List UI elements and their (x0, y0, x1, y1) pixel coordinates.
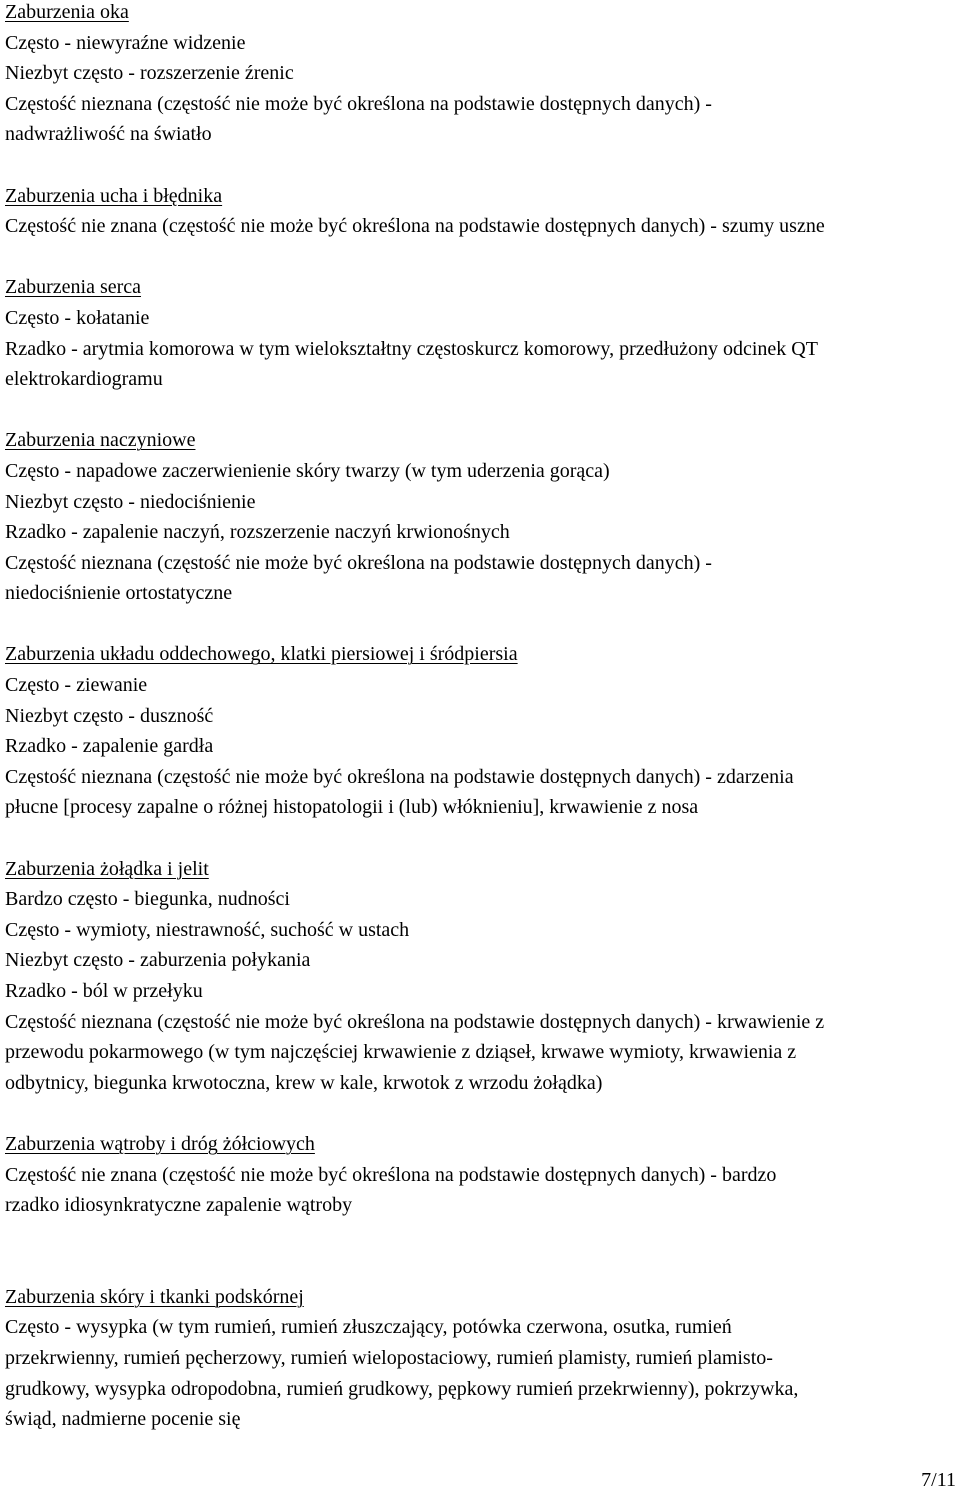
section-heading: Zaburzenia wątroby i dróg żółciowych (5, 1132, 315, 1155)
section-line: nadwrażliwość na światło (5, 123, 212, 146)
section-heading: Zaburzenia naczyniowe (5, 429, 196, 452)
section-respiratory-disorders (5, 639, 957, 823)
section-line: Często - wymioty, niestrawność, suchość w ustach (5, 918, 410, 941)
section-hepatobiliary-disorders (5, 1129, 957, 1221)
section-line: Bardzo często - biegunka, nudności (5, 888, 290, 911)
section-line: Niezbyt często - duszność (5, 704, 214, 727)
section-line: przewodu pokarmowego (w tym najczęściej krwawienie z dziąseł, krwawe wymioty, krwawienia z (5, 1041, 797, 1064)
section-ear-disorders (5, 181, 957, 242)
section-line: elektrokardiogramu (5, 368, 163, 391)
section-line: Niezbyt często - rozszerzenie źrenic (5, 62, 294, 85)
section-line: Często - wysypka (w tym rumień, rumień złuszczający, potówka czerwona, osutka, rumień (5, 1316, 732, 1339)
section-line: świąd, nadmierne pocenie się (5, 1408, 241, 1431)
section-heading: Zaburzenia oka (5, 1, 129, 23)
section-cardiac-disorders (5, 272, 957, 394)
section-line: Częstość nie znana (częstość nie może być określona na podstawie dostępnych danych) - bardzo (5, 1163, 777, 1186)
section-heading: Zaburzenia układu oddechowego, klatki piersiowej i śródpiersia (5, 643, 518, 666)
section-line: płucne [procesy zapalne o różnej histopatologii i (lub) włóknieniu], krwawienie z nosa (5, 796, 699, 819)
section-heading: Zaburzenia żołądka i jelit (5, 857, 209, 880)
section-heading: Zaburzenia ucha i błędnika (5, 184, 223, 207)
section-line: rzadko idiosynkratyczne zapalenie wątroby (5, 1194, 353, 1217)
section-line: przekrwienny, rumień pęcherzowy, rumień wielopostaciowy, rumień plamisty, rumień plamisto- (5, 1346, 773, 1369)
section-line: Częstość nieznana (częstość nie może być określona na podstawie dostępnych danych) - zdarzenia (5, 765, 794, 788)
section-line: grudkowy, wysypka odropodobna, rumień grudkowy, pępkowy rumień przekrwienny), pokrzywka, (5, 1377, 799, 1400)
section-line: Często - niewyraźne widzenie (5, 31, 246, 54)
section-line: Rzadko - zapalenie naczyń, rozszerzenie naczyń krwionośnych (5, 521, 510, 544)
section-line: Częstość nieznana (częstość nie może być określona na podstawie dostępnych danych) - (5, 551, 712, 574)
section-line: Rzadko - ból w przełyku (5, 980, 203, 1002)
section-line: Rzadko - arytmia komorowa w tym wielokształtny częstoskurcz komorowy, przedłużony odcinek QT (5, 337, 818, 360)
section-eye-disorders (5, 0, 957, 150)
section-line: Niezbyt często - niedociśnienie (5, 490, 256, 513)
section-vascular-disorders (5, 425, 957, 609)
section-heading: Zaburzenia skóry i tkanki podskórnej (5, 1285, 304, 1308)
section-line: odbytnicy, biegunka krwotoczna, krew w kale, krwotok z wrzodu żołądka) (5, 1071, 603, 1094)
section-gastrointestinal-disorders (5, 854, 957, 1099)
section-line: Niezbyt często - zaburzenia połykania (5, 949, 311, 972)
section-line: Często - ziewanie (5, 674, 148, 697)
section-heading: Zaburzenia serca (5, 276, 142, 299)
page-number: 7/11 (921, 1469, 956, 1491)
section-line: Częstość nieznana (częstość nie może być określona na podstawie dostępnych danych) - krwawienie z (5, 1010, 825, 1033)
document-page (5, 0, 957, 1435)
section-line: Często - kołatanie (5, 306, 150, 329)
section-line: Częstość nie znana (częstość nie może być określona na podstawie dostępnych danych) - szumy uszne (5, 215, 825, 238)
section-line: niedociśnienie ortostatyczne (5, 582, 233, 605)
section-line: Rzadko - zapalenie gardła (5, 735, 214, 758)
section-line: Często - napadowe zaczerwienienie skóry twarzy (w tym uderzenia gorąca) (5, 459, 610, 482)
section-line: Częstość nieznana (częstość nie może być określona na podstawie dostępnych danych) - (5, 92, 712, 115)
section-skin-disorders (5, 1282, 957, 1435)
